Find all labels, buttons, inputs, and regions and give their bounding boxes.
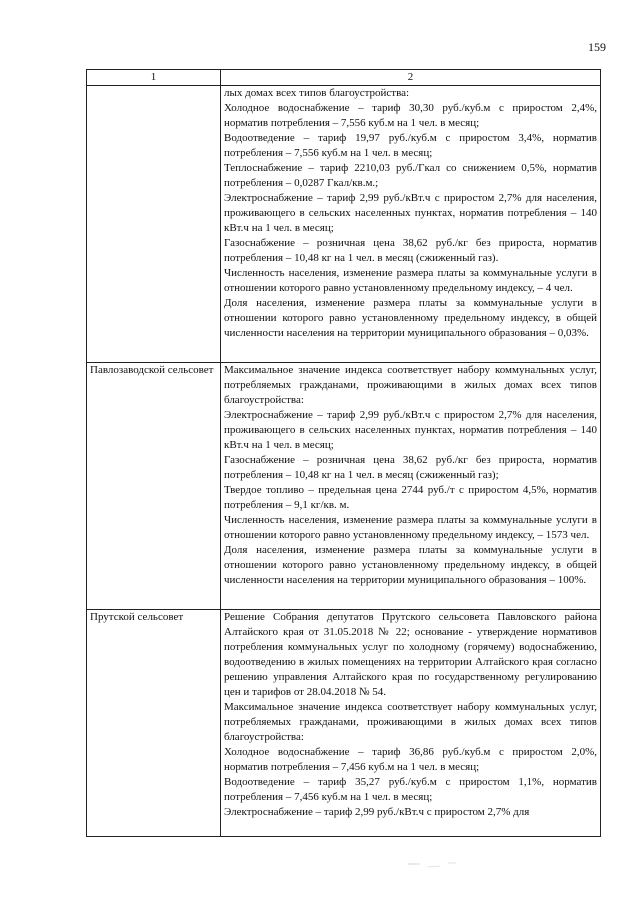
content-paragraph: Доля населения, изменение размера платы за коммунальные услуги в отношении которого равно установленному предельному индексу, в общей численности населения на территории муниципального образования – 100%. (224, 544, 597, 586)
table-row (87, 363, 601, 610)
content-paragraph: Холодное водоснабжение – тариф 36,86 руб./куб.м с приростом 2,0%, норматив потребления – 7,456 куб.м на 1 чел. в месяц; (224, 746, 597, 773)
content-paragraph: Численность населения, изменение размера платы за коммунальные услуги в отношении которого равно установленному предельному индексу, – 4 чел. (224, 267, 597, 294)
content-paragraph: Электроснабжение – тариф 2,99 руб./кВт.ч с приростом 2,7% для населения, проживающего в сельских населенных пунктах, норматив потребления – 140 кВт.ч на 1 чел. в месяц; (224, 192, 597, 234)
municipality-name (87, 86, 221, 363)
table-row (87, 610, 601, 837)
row-content (221, 86, 601, 363)
content-paragraph: Теплоснабжение – тариф 2210,03 руб./Гкал со снижением 0,5%, норматив потребления – 0,0287 Гкал/кв.м.; (224, 162, 597, 189)
content-paragraph: Холодное водоснабжение – тариф 30,30 руб./куб.м с приростом 2,4%, норматив потребления – 7,556 куб.м на 1 чел. в месяц; (224, 102, 597, 129)
content-paragraph: Электроснабжение – тариф 2,99 руб./кВт.ч с приростом 2,7% для (224, 806, 530, 818)
row-content (221, 610, 601, 837)
content-paragraph: Твердое топливо – предельная цена 2744 руб./т с приростом 4,5%, норматив потребления – 9,1 кг/кв. м. (224, 484, 597, 511)
content-paragraph: Максимальное значение индекса соответствует набору коммунальных услуг, потребляемых гражданами, проживающими в жилых домах всех типов благоустройства: (224, 364, 597, 406)
document-table (86, 69, 601, 837)
content-paragraph: Максимальное значение индекса соответствует набору коммунальных услуг, потребляемых гражданами, проживающими в жилых домах всех типов благоустройства: (224, 701, 597, 743)
content-paragraph: лых домах всех типов благоустройства: (224, 87, 410, 99)
content-paragraph: Решение Собрания депутатов Прутского сельсовета Павловского района Алтайского края от 31.05.2018 № 22; основание - утверждение нормативов потребления коммунальных услуг по холодному (горячему) водоснабжению, водоотведению в жилых помещениях на территории Алтайского края согласно решению управления Алтайского края по государственному регулированию цен и тарифов от 28.04.2018 № 54. (224, 611, 597, 698)
row-content (221, 363, 601, 610)
content-paragraph: Водоотведение – тариф 19,97 руб./куб.м с приростом 3,4%, норматив потребления – 7,556 куб.м на 1 чел. в месяц; (224, 132, 597, 159)
content-paragraph: Доля населения, изменение размера платы за коммунальные услуги в отношении которого равно установленному предельному индексу, в общей численности населения на территории муниципального образования – 0,03%. (224, 297, 597, 339)
content-paragraph: Газоснабжение – розничная цена 38,62 руб./кг без прироста, норматив потребления – 10,48 кг на 1 чел. в месяц (сжиженный газ). (224, 237, 597, 264)
content-paragraph: Водоотведение – тариф 35,27 руб./куб.м с приростом 1,1%, норматив потребления – 7,456 куб.м на 1 чел. в месяц; (224, 776, 597, 803)
page-number: 159 (588, 40, 606, 54)
municipality-name: Прутской сельсовет (87, 610, 221, 837)
content-paragraph: Электроснабжение – тариф 2,99 руб./кВт.ч с приростом 2,7% для населения, проживающего в сельских населенных пунктах, норматив потребления – 140 кВт.ч на 1 чел. в месяц; (224, 409, 597, 451)
municipality-name: Павлозаводской сельсовет (87, 363, 221, 610)
content-paragraph: Численность населения, изменение размера платы за коммунальные услуги в отношении которого равно установленному предельному индексу, – 1573 чел. (224, 514, 597, 541)
column-header-2: 2 (221, 70, 601, 86)
table-header-row (87, 70, 601, 86)
column-header-1: 1 (87, 70, 221, 86)
content-paragraph: Газоснабжение – розничная цена 38,62 руб./кг без прироста, норматив потребления – 10,48 кг на 1 чел. в месяц (сжиженный газ); (224, 454, 597, 481)
scan-noise-marks (400, 860, 480, 872)
table-row (87, 86, 601, 363)
